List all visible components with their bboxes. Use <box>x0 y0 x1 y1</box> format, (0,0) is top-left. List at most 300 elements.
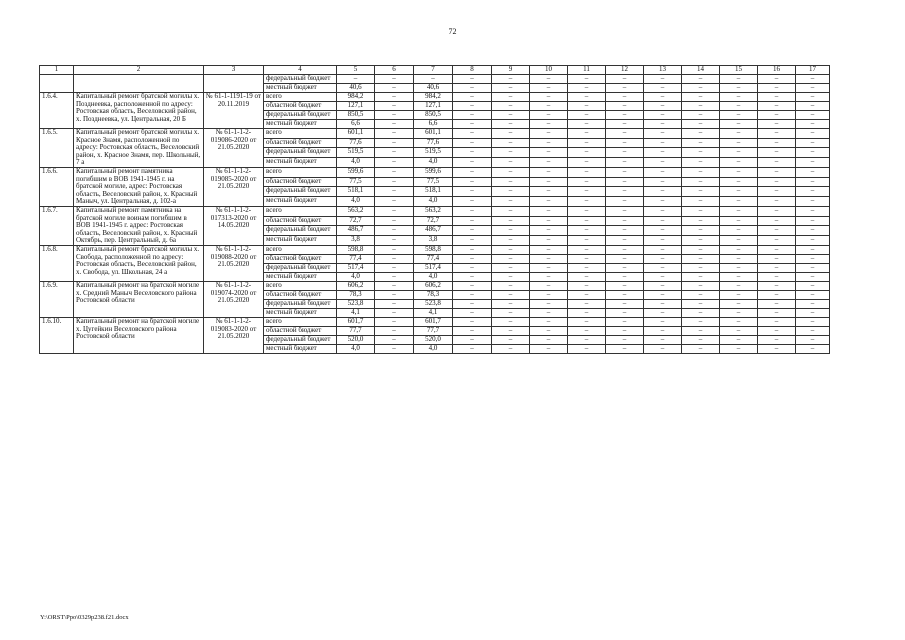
dash-cell: – <box>682 84 720 93</box>
dash-cell: – <box>492 317 530 326</box>
column-header: 2 <box>74 66 204 75</box>
funding-source-cell: местный бюджет <box>264 158 337 168</box>
dash-cell: – <box>453 187 492 197</box>
value-cell: – <box>375 272 414 281</box>
value-cell: – <box>375 102 414 111</box>
dash-cell: – <box>453 254 492 263</box>
dash-cell: – <box>606 158 644 168</box>
dash-cell: – <box>682 177 720 187</box>
dash-cell: – <box>682 299 720 308</box>
dash-cell: – <box>758 326 796 335</box>
dash-cell: – <box>682 326 720 335</box>
dash-cell: – <box>492 102 530 111</box>
dash-cell: – <box>530 167 568 177</box>
dash-cell: – <box>568 254 606 263</box>
value-cell: – <box>375 84 414 93</box>
dash-cell: – <box>453 290 492 299</box>
dash-cell: – <box>453 344 492 353</box>
dash-cell: – <box>796 254 830 263</box>
dash-cell: – <box>530 93 568 102</box>
dash-cell: – <box>453 84 492 93</box>
dash-cell: – <box>453 299 492 308</box>
funding-source-cell: федеральный бюджет <box>264 75 337 84</box>
dash-cell: – <box>720 111 758 120</box>
dash-cell: – <box>720 187 758 197</box>
dash-cell: – <box>530 84 568 93</box>
funding-source-cell: местный бюджет <box>264 308 337 317</box>
dash-cell: – <box>453 245 492 254</box>
value-cell: – <box>375 167 414 177</box>
value-cell: 563,2 <box>337 206 375 216</box>
value-cell: 850,5 <box>414 111 453 120</box>
dash-cell: – <box>568 75 606 84</box>
dash-cell: – <box>568 167 606 177</box>
dash-cell: – <box>758 263 796 272</box>
dash-cell: – <box>644 290 682 299</box>
item-number-cell: 1.6.7. <box>40 206 74 245</box>
dash-cell: – <box>568 138 606 148</box>
value-cell: 77,5 <box>337 177 375 187</box>
dash-cell: – <box>644 129 682 139</box>
dash-cell: – <box>796 197 830 207</box>
dash-cell: – <box>453 102 492 111</box>
dash-cell: – <box>568 158 606 168</box>
item-number-cell: 1.6.10. <box>40 317 74 353</box>
funding-source-cell: федеральный бюджет <box>264 263 337 272</box>
dash-cell: – <box>682 344 720 353</box>
dash-cell: – <box>758 254 796 263</box>
value-cell: 6,6 <box>337 120 375 129</box>
dash-cell: – <box>568 335 606 344</box>
dash-cell: – <box>720 317 758 326</box>
dash-cell: – <box>796 236 830 246</box>
dash-cell: – <box>758 111 796 120</box>
dash-cell: – <box>796 317 830 326</box>
dash-cell: – <box>644 299 682 308</box>
dash-cell: – <box>568 187 606 197</box>
value-cell: 127,1 <box>414 102 453 111</box>
dash-cell: – <box>530 120 568 129</box>
dash-cell: – <box>796 158 830 168</box>
dash-cell: – <box>606 177 644 187</box>
dash-cell: – <box>530 245 568 254</box>
value-cell: 78,3 <box>337 290 375 299</box>
dash-cell: – <box>796 216 830 226</box>
item-name-cell: Капитальный ремонт на братской могиле х. Средний Маныч Веселовского района Ростовской области <box>74 281 204 317</box>
value-cell: – <box>375 308 414 317</box>
budget-table <box>39 65 830 354</box>
value-cell: 606,2 <box>337 281 375 290</box>
item-number-cell <box>40 75 74 93</box>
item-name-cell: Капитальный ремонт братской могилы х. Свобода, расположенной по адресу: Ростовская область, Веселовский район, х. Свобода, ул. Школьная, 24 а <box>74 245 204 281</box>
dash-cell: – <box>682 167 720 177</box>
funding-source-cell: федеральный бюджет <box>264 111 337 120</box>
item-name-cell: Капитальный ремонт памятника на братской могиле воинам погибшим в ВОВ 1941-1945 г. адрес: Ростовская область, Веселовский район, х. Красный Октябрь, пер. Центральный, д. 6а <box>74 206 204 245</box>
dash-cell: – <box>720 102 758 111</box>
value-cell: – <box>375 236 414 246</box>
column-header: 16 <box>758 66 796 75</box>
dash-cell: – <box>530 158 568 168</box>
dash-cell: – <box>644 226 682 236</box>
dash-cell: – <box>606 111 644 120</box>
dash-cell: – <box>796 177 830 187</box>
value-cell: 77,6 <box>414 138 453 148</box>
funding-source-cell: всего <box>264 167 337 177</box>
dash-cell: – <box>682 290 720 299</box>
item-number-cell: 1.6.4. <box>40 93 74 129</box>
column-header: 15 <box>720 66 758 75</box>
dash-cell: – <box>758 148 796 158</box>
dash-cell: – <box>492 111 530 120</box>
value-cell: 127,1 <box>337 102 375 111</box>
funding-source-cell: областной бюджет <box>264 177 337 187</box>
dash-cell: – <box>682 120 720 129</box>
value-cell: – <box>375 206 414 216</box>
dash-cell: – <box>606 335 644 344</box>
dash-cell: – <box>644 111 682 120</box>
dash-cell: – <box>606 245 644 254</box>
column-header: 17 <box>796 66 830 75</box>
item-name-cell <box>74 75 204 93</box>
document-cell: № 61-1-1-2-019083-2020 от 21.05.2020 <box>204 317 264 353</box>
dash-cell: – <box>530 177 568 187</box>
dash-cell: – <box>720 335 758 344</box>
dash-cell: – <box>492 177 530 187</box>
dash-cell: – <box>720 120 758 129</box>
dash-cell: – <box>530 111 568 120</box>
dash-cell: – <box>682 93 720 102</box>
item-number-cell: 1.6.9. <box>40 281 74 317</box>
dash-cell: – <box>682 111 720 120</box>
value-cell: 4,1 <box>337 308 375 317</box>
dash-cell: – <box>453 236 492 246</box>
value-cell: 4,0 <box>414 272 453 281</box>
dash-cell: – <box>758 245 796 254</box>
dash-cell: – <box>720 326 758 335</box>
document-cell: № 61-1-1-2-019088-2020 от 21.05.2020 <box>204 245 264 281</box>
funding-source-cell: федеральный бюджет <box>264 335 337 344</box>
dash-cell: – <box>606 326 644 335</box>
dash-cell: – <box>453 326 492 335</box>
dash-cell: – <box>453 216 492 226</box>
document-cell: № 61-1-1-2-019074-2020 от 21.05.2020 <box>204 281 264 317</box>
dash-cell: – <box>758 177 796 187</box>
dash-cell: – <box>606 290 644 299</box>
funding-source-cell: областной бюджет <box>264 138 337 148</box>
dash-cell: – <box>682 281 720 290</box>
table-row <box>40 281 830 290</box>
value-cell: 599,6 <box>337 167 375 177</box>
funding-source-cell: федеральный бюджет <box>264 187 337 197</box>
value-cell: 601,7 <box>337 317 375 326</box>
dash-cell: – <box>720 290 758 299</box>
dash-cell: – <box>682 148 720 158</box>
dash-cell: – <box>720 245 758 254</box>
dash-cell: – <box>453 129 492 139</box>
dash-cell: – <box>606 299 644 308</box>
dash-cell: – <box>606 120 644 129</box>
value-cell: – <box>375 281 414 290</box>
dash-cell: – <box>530 272 568 281</box>
value-cell: – <box>375 138 414 148</box>
dash-cell: – <box>682 245 720 254</box>
column-header: 14 <box>682 66 720 75</box>
table-row <box>40 93 830 102</box>
dash-cell: – <box>644 167 682 177</box>
dash-cell: – <box>492 245 530 254</box>
column-header: 7 <box>414 66 453 75</box>
dash-cell: – <box>492 148 530 158</box>
dash-cell: – <box>492 138 530 148</box>
dash-cell: – <box>644 206 682 216</box>
dash-cell: – <box>644 308 682 317</box>
dash-cell: – <box>606 75 644 84</box>
dash-cell: – <box>492 290 530 299</box>
value-cell: 40,6 <box>337 84 375 93</box>
dash-cell: – <box>758 197 796 207</box>
dash-cell: – <box>453 120 492 129</box>
dash-cell: – <box>644 245 682 254</box>
dash-cell: – <box>606 129 644 139</box>
value-cell: 598,8 <box>414 245 453 254</box>
value-cell: – <box>375 335 414 344</box>
dash-cell: – <box>492 129 530 139</box>
dash-cell: – <box>796 272 830 281</box>
value-cell: – <box>375 93 414 102</box>
item-name-cell: Капитальный ремонт братской могилы х. Красное Знамя, расположенной по адресу: Ростовская область, Веселовский район, х. Красное Знамя, пер. Школьный, 7 а <box>74 129 204 168</box>
column-header: 11 <box>568 66 606 75</box>
dash-cell: – <box>758 129 796 139</box>
dash-cell: – <box>720 75 758 84</box>
table-header-row <box>40 66 830 75</box>
dash-cell: – <box>682 75 720 84</box>
dash-cell: – <box>530 138 568 148</box>
value-cell: 486,7 <box>414 226 453 236</box>
dash-cell: – <box>606 187 644 197</box>
dash-cell: – <box>796 299 830 308</box>
dash-cell: – <box>796 226 830 236</box>
dash-cell: – <box>758 290 796 299</box>
dash-cell: – <box>530 344 568 353</box>
dash-cell: – <box>530 254 568 263</box>
dash-cell: – <box>606 236 644 246</box>
dash-cell: – <box>758 84 796 93</box>
funding-source-cell: всего <box>264 206 337 216</box>
table-row <box>40 167 830 177</box>
value-cell: – <box>375 197 414 207</box>
dash-cell: – <box>796 111 830 120</box>
value-cell: – <box>414 75 453 84</box>
dash-cell: – <box>492 93 530 102</box>
dash-cell: – <box>492 272 530 281</box>
value-cell: 486,7 <box>337 226 375 236</box>
value-cell: 519,5 <box>414 148 453 158</box>
value-cell: – <box>375 344 414 353</box>
value-cell: – <box>375 254 414 263</box>
dash-cell: – <box>682 263 720 272</box>
dash-cell: – <box>453 167 492 177</box>
dash-cell: – <box>568 206 606 216</box>
dash-cell: – <box>758 138 796 148</box>
dash-cell: – <box>720 167 758 177</box>
dash-cell: – <box>758 236 796 246</box>
column-header: 13 <box>644 66 682 75</box>
dash-cell: – <box>644 272 682 281</box>
dash-cell: – <box>530 317 568 326</box>
value-cell: 77,4 <box>337 254 375 263</box>
dash-cell: – <box>720 216 758 226</box>
item-number-cell: 1.6.5. <box>40 129 74 168</box>
dash-cell: – <box>492 187 530 197</box>
value-cell: – <box>375 148 414 158</box>
item-name-cell: Капитальный ремонт на братской могиле х. Цугейкин Веселовского района Ростовской области <box>74 317 204 353</box>
dash-cell: – <box>796 102 830 111</box>
dash-cell: – <box>492 206 530 216</box>
value-cell: 78,3 <box>414 290 453 299</box>
dash-cell: – <box>568 102 606 111</box>
value-cell: 563,2 <box>414 206 453 216</box>
value-cell: 517,4 <box>414 263 453 272</box>
dash-cell: – <box>644 344 682 353</box>
dash-cell: – <box>453 197 492 207</box>
page-number: 72 <box>448 27 457 36</box>
funding-source-cell: федеральный бюджет <box>264 299 337 308</box>
dash-cell: – <box>644 148 682 158</box>
dash-cell: – <box>568 281 606 290</box>
column-header: 12 <box>606 66 644 75</box>
document-cell: № 61-1-1191-19 от 20.11.2019 <box>204 93 264 129</box>
dash-cell: – <box>720 236 758 246</box>
dash-cell: – <box>644 93 682 102</box>
dash-cell: – <box>453 75 492 84</box>
dash-cell: – <box>453 148 492 158</box>
value-cell: 77,7 <box>414 326 453 335</box>
value-cell: 601,1 <box>414 129 453 139</box>
dash-cell: – <box>530 290 568 299</box>
value-cell: – <box>375 187 414 197</box>
dash-cell: – <box>606 102 644 111</box>
dash-cell: – <box>606 254 644 263</box>
dash-cell: – <box>568 177 606 187</box>
dash-cell: – <box>644 75 682 84</box>
value-cell: – <box>375 245 414 254</box>
dash-cell: – <box>644 281 682 290</box>
value-cell: 518,1 <box>337 187 375 197</box>
dash-cell: – <box>568 299 606 308</box>
dash-cell: – <box>682 254 720 263</box>
document-cell: № 61-1-1-2-017313-2020 от 14.05.2020 <box>204 206 264 245</box>
dash-cell: – <box>758 102 796 111</box>
dash-cell: – <box>758 299 796 308</box>
column-header: 5 <box>337 66 375 75</box>
dash-cell: – <box>682 206 720 216</box>
dash-cell: – <box>682 187 720 197</box>
value-cell: 598,8 <box>337 245 375 254</box>
dash-cell: – <box>492 281 530 290</box>
funding-source-cell: областной бюджет <box>264 254 337 263</box>
dash-cell: – <box>568 120 606 129</box>
funding-source-cell: всего <box>264 245 337 254</box>
dash-cell: – <box>492 167 530 177</box>
dash-cell: – <box>606 197 644 207</box>
value-cell: 77,5 <box>414 177 453 187</box>
dash-cell: – <box>492 308 530 317</box>
funding-source-cell: федеральный бюджет <box>264 226 337 236</box>
funding-source-cell: всего <box>264 93 337 102</box>
dash-cell: – <box>568 148 606 158</box>
value-cell: – <box>375 177 414 187</box>
value-cell: 4,0 <box>337 344 375 353</box>
dash-cell: – <box>530 102 568 111</box>
dash-cell: – <box>568 236 606 246</box>
dash-cell: – <box>492 75 530 84</box>
dash-cell: – <box>568 308 606 317</box>
value-cell: 77,6 <box>337 138 375 148</box>
value-cell: 518,1 <box>414 187 453 197</box>
dash-cell: – <box>796 75 830 84</box>
dash-cell: – <box>530 216 568 226</box>
dash-cell: – <box>720 206 758 216</box>
value-cell: 4,0 <box>337 272 375 281</box>
funding-source-cell: областной бюджет <box>264 290 337 299</box>
dash-cell: – <box>720 129 758 139</box>
value-cell: 6,6 <box>414 120 453 129</box>
dash-cell: – <box>606 84 644 93</box>
dash-cell: – <box>644 102 682 111</box>
dash-cell: – <box>796 93 830 102</box>
dash-cell: – <box>530 226 568 236</box>
document-cell <box>204 75 264 93</box>
dash-cell: – <box>606 206 644 216</box>
dash-cell: – <box>453 263 492 272</box>
dash-cell: – <box>644 263 682 272</box>
dash-cell: – <box>606 272 644 281</box>
dash-cell: – <box>606 263 644 272</box>
dash-cell: – <box>453 317 492 326</box>
table-row <box>40 206 830 216</box>
dash-cell: – <box>644 254 682 263</box>
dash-cell: – <box>644 326 682 335</box>
dash-cell: – <box>568 197 606 207</box>
dash-cell: – <box>796 335 830 344</box>
dash-cell: – <box>606 148 644 158</box>
dash-cell: – <box>644 317 682 326</box>
dash-cell: – <box>492 226 530 236</box>
dash-cell: – <box>796 308 830 317</box>
value-cell: – <box>375 226 414 236</box>
dash-cell: – <box>453 281 492 290</box>
dash-cell: – <box>453 111 492 120</box>
dash-cell: – <box>758 317 796 326</box>
dash-cell: – <box>492 344 530 353</box>
dash-cell: – <box>758 206 796 216</box>
dash-cell: – <box>530 326 568 335</box>
value-cell: 599,6 <box>414 167 453 177</box>
dash-cell: – <box>492 216 530 226</box>
value-cell: – <box>375 317 414 326</box>
dash-cell: – <box>758 281 796 290</box>
value-cell: 4,0 <box>337 158 375 168</box>
dash-cell: – <box>606 344 644 353</box>
value-cell: 984,2 <box>337 93 375 102</box>
dash-cell: – <box>492 158 530 168</box>
dash-cell: – <box>453 308 492 317</box>
funding-source-cell: федеральный бюджет <box>264 148 337 158</box>
dash-cell: – <box>644 138 682 148</box>
value-cell: – <box>375 216 414 226</box>
value-cell: 517,4 <box>337 263 375 272</box>
value-cell: 984,2 <box>414 93 453 102</box>
